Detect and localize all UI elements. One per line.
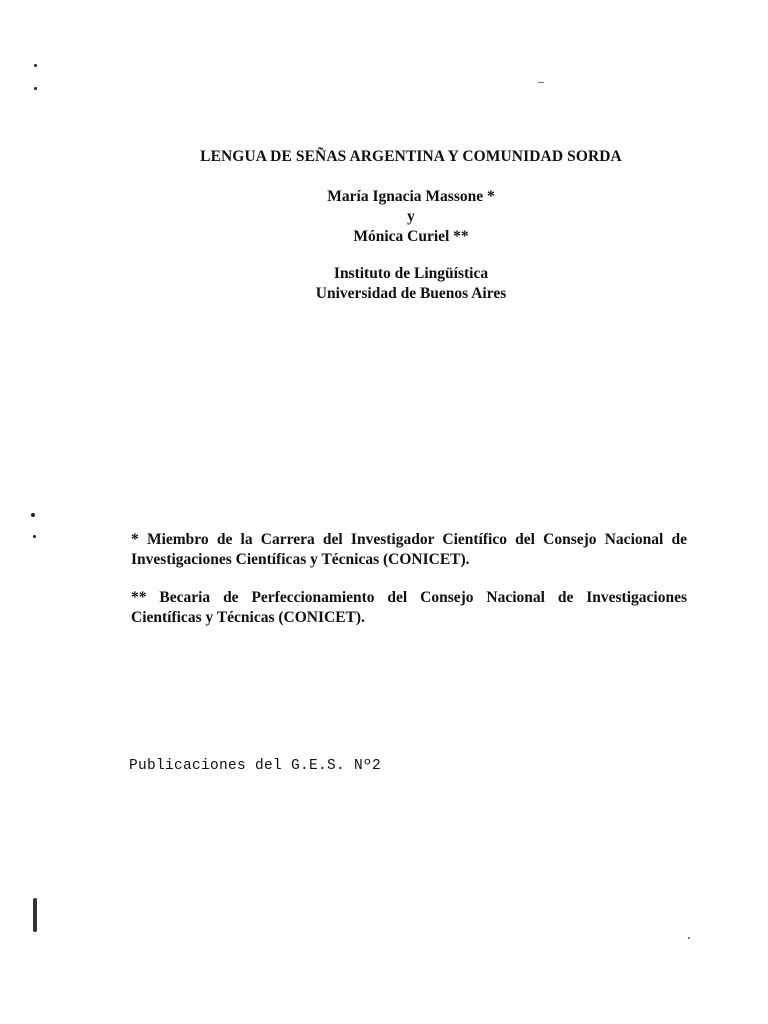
affiliation-university: Universidad de Buenos Aires [315,285,507,302]
affiliation-institute: Instituto de Lingüística [333,265,489,282]
author-conjunction: y [407,208,415,225]
scan-speck [688,937,690,939]
scan-speck [34,64,37,67]
author-2: Mónica Curiel ** [353,228,469,245]
binder-mark [33,898,37,932]
authors-block [0,187,768,247]
scan-speck [33,535,36,538]
scan-speck [538,82,544,83]
affiliation-block [0,264,768,304]
document-title: LENGUA DE SEÑAS ARGENTINA Y COMUNIDAD SORDA [200,148,622,165]
publication-line: Publicaciones del G.E.S. Nº2 [129,758,382,774]
scan-speck [31,513,35,517]
scan-speck [34,87,37,90]
author-1: María Ignacia Massone * [327,188,495,205]
footnote-2: ** Becaria de Perfeccionamiento del Consejo Nacional de Investigaciones Científicas y Técnicas (CONICET). [131,589,687,626]
footnote-1: * Miembro de la Carrera del Investigador Científico del Consejo Nacional de Investigaciones Científicas y Técnicas (CONICET). [131,531,687,568]
